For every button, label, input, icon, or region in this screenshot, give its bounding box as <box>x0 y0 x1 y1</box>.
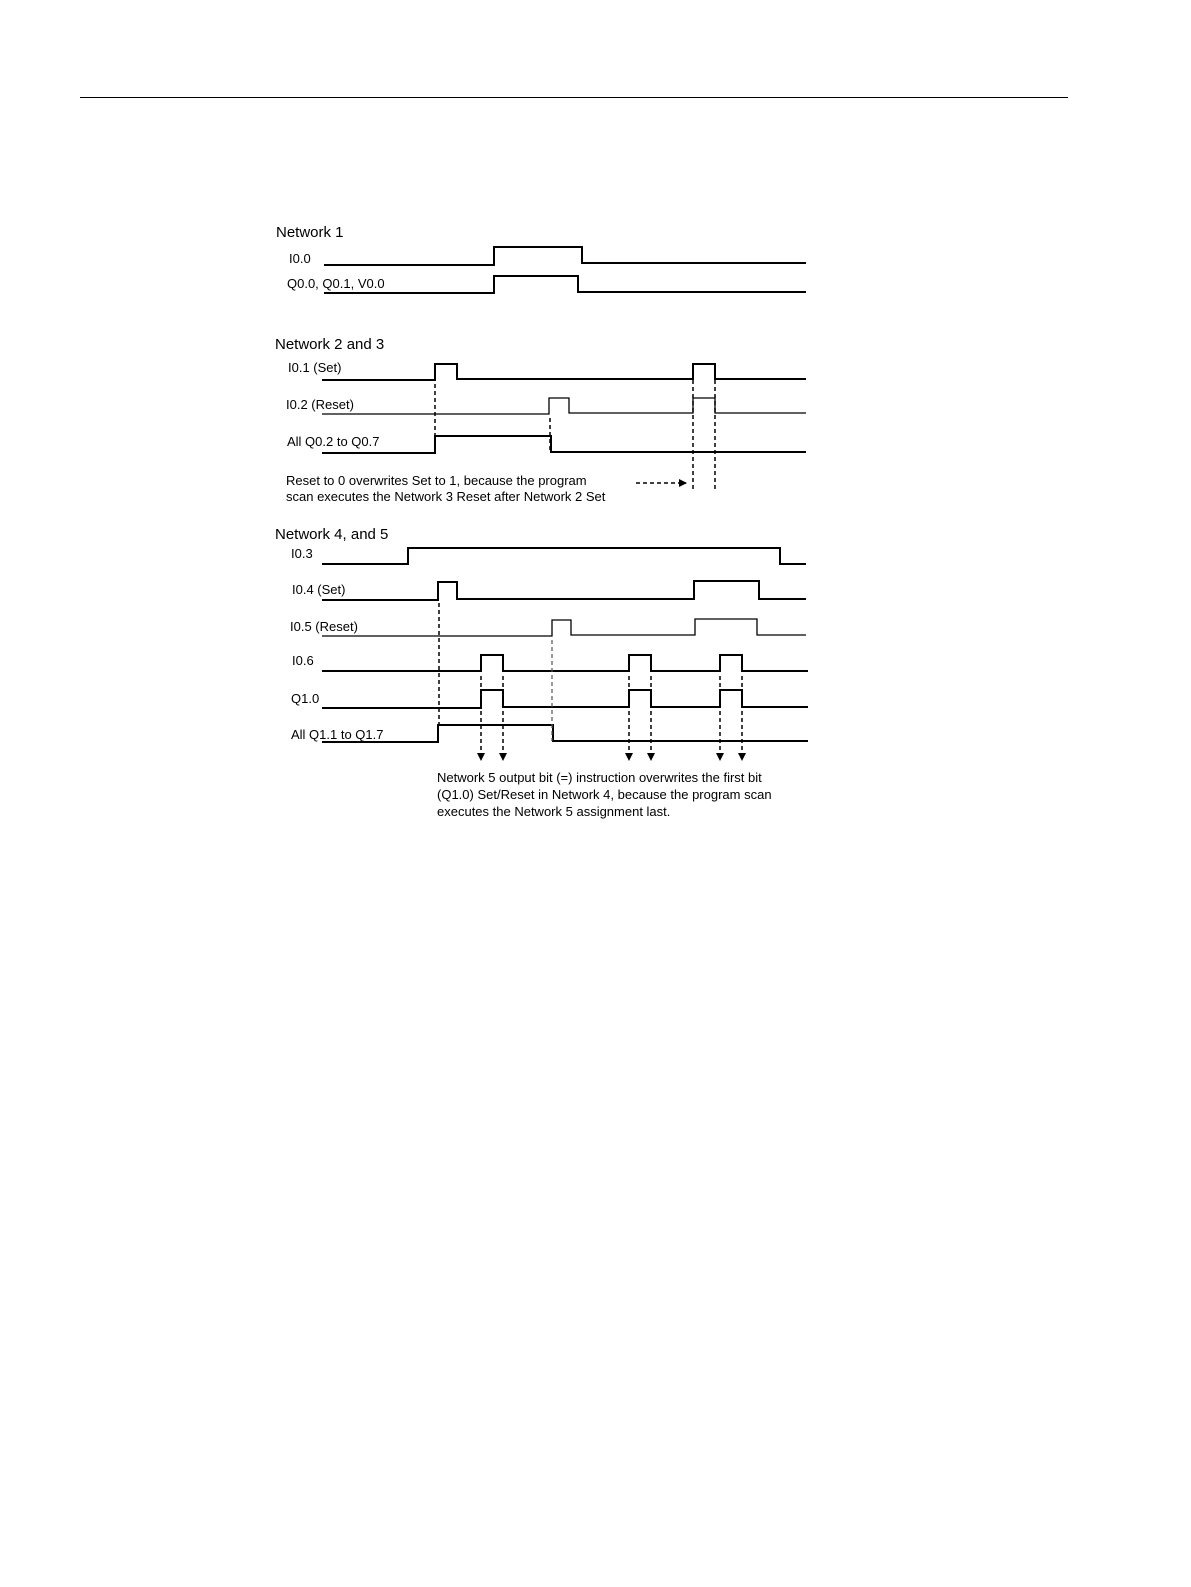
waveform-i0-3 <box>322 548 806 564</box>
label-i0-4-set: I0.4 (Set) <box>292 582 346 597</box>
network2-3-note-line1: Reset to 0 overwrites Set to 1, because the program <box>286 473 587 488</box>
label-i0-0: I0.0 <box>289 251 311 266</box>
waveform-i0-6 <box>322 655 808 671</box>
label-q1-1-to-q1-7: All Q1.1 to Q1.7 <box>291 727 384 742</box>
label-i0-5-reset: I0.5 (Reset) <box>290 619 358 634</box>
label-q1-0: Q1.0 <box>291 691 320 706</box>
network4-5-title: Network 4, and 5 <box>275 526 389 543</box>
label-i0-6: I0.6 <box>292 653 314 668</box>
waveform-i0-5-reset <box>322 619 806 636</box>
label-i0-2-reset: I0.2 (Reset) <box>286 397 354 412</box>
waveform-q1-1-to-q1-7 <box>322 725 808 742</box>
network2-3-title: Network 2 and 3 <box>275 336 385 353</box>
network4-5-note-line1: Network 5 output bit (=) instruction overwrites the first bit <box>437 770 762 785</box>
network1-title: Network 1 <box>276 224 344 241</box>
waveform-i0-0 <box>324 247 806 265</box>
label-q0-2-to-q0-7: All Q0.2 to Q0.7 <box>287 434 380 449</box>
network4-5-note-line2: (Q1.0) Set/Reset in Network 4, because the program scan <box>437 787 772 802</box>
label-i0-1-set: I0.1 (Set) <box>288 360 342 375</box>
label-q0-outputs: Q0.0, Q0.1, V0.0 <box>287 276 385 291</box>
label-i0-3: I0.3 <box>291 546 313 561</box>
network2-3-note-line2: scan executes the Network 3 Reset after Network 2 Set <box>286 489 606 504</box>
waveform-i0-2-reset <box>322 398 806 414</box>
waveform-i0-4-set <box>322 581 806 600</box>
waveform-q1-0 <box>322 690 808 708</box>
waveform-q0-2-to-q0-7 <box>322 436 806 453</box>
network4-5-note-line3: executes the Network 5 assignment last. <box>437 804 671 819</box>
waveform-i0-1-set <box>322 364 806 380</box>
waveform-q0-outputs <box>324 276 806 293</box>
